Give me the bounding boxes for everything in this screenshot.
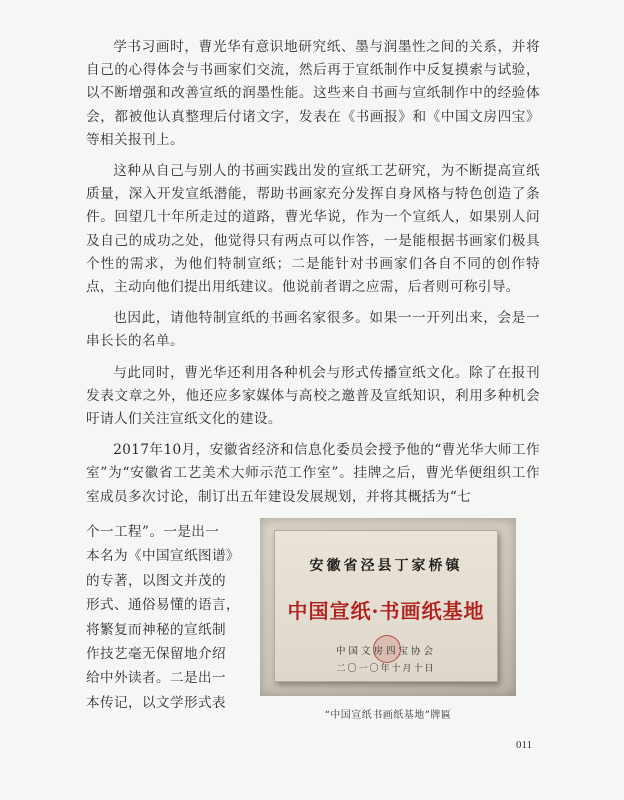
wrapped-text-column xyxy=(86,520,244,715)
paragraph-4: 与此同时，曹光华还利用各种机会与形式传播宣纸文化。除了在报刊发表文章之外，他还应多家媒体与高校之邀普及宣纸知识，利用多种机会吁请人们关注宣纸文化的建设。 xyxy=(86,364,540,428)
wrap-line: 本传记，以文学形式表 xyxy=(86,694,226,711)
paragraph-2: 这种从自己与别人的书画实践出发的宣纸工艺研究，为不断提高宣纸质量，深入开发宣纸潜能，帮助书画家充分发挥自身风格与特色创造了条件。回望几十年所走过的道路，曹光华说，作为一个宣纸人，如果别人问及自己的成功之处，他觉得只有两点可以作答，一是能根据书画家们极具个性的需求，为他们特制宣纸；二是能针对书画家们各自不同的创作特点，主动向他们提出用纸建议。他说前者谓之应需，后者则可称引导。 xyxy=(86,163,540,296)
plaque-location-line: 安徽省泾县丁家桥镇 xyxy=(309,558,463,574)
wrap-line: 作技艺毫无保留地介绍 xyxy=(86,646,226,663)
paragraph-3: 也因此，请他特制宣纸的书画名家很多。如果一一开列出来，会是一串长长的名单。 xyxy=(86,310,540,350)
body-text xyxy=(86,36,540,517)
paragraph-5: 2017年10月，安徽省经济和信息化委员会授予他的“曹光华大师工作室”为“安徽省工艺美术大师示范工作室”。挂牌之后，曹光华便组织工作室成员多次讨论，制订出五年建设发展规划，并将其概括为“七 xyxy=(86,442,540,505)
plaque-board xyxy=(274,530,498,682)
plaque-date: 二〇一〇年十月十日 xyxy=(336,664,436,674)
plaque-organization: 中国文房四宝协会 xyxy=(335,646,436,657)
wrap-line: 本名为《中国宣纸图谱》 xyxy=(86,548,240,565)
wrap-line: 形式、通俗易懂的语言， xyxy=(86,597,240,614)
wrap-line: 将繁复而神秘的宣纸制 xyxy=(86,621,226,638)
paragraph-1: 学书习画时，曹光华有意识地研究纸、墨与润墨性之间的关系，并将自己的心得体会与书画家们交流，然后再于宣纸制作中反复摸索与试验，以不断增强和改善宣纸的润墨性能。这些来自书画与宣纸制作中的经验体会，都被他认真整理后付诸文字，发表在《书画报》和《中国文房四宝》等相关报刊上。 xyxy=(86,39,540,148)
wrap-line: 个一工程”。一是出一 xyxy=(86,524,220,540)
wrap-line: 给中外读者。二是出一 xyxy=(86,670,226,687)
page-number: 011 xyxy=(516,739,533,751)
wrap-line: 的专著，以图文并茂的 xyxy=(86,572,226,589)
plaque-photo xyxy=(260,518,516,696)
photo-caption: “中国宣纸书画纸基地”牌匾 xyxy=(324,710,452,721)
plaque-title: 中国宣纸·书画纸基地 xyxy=(287,599,485,623)
